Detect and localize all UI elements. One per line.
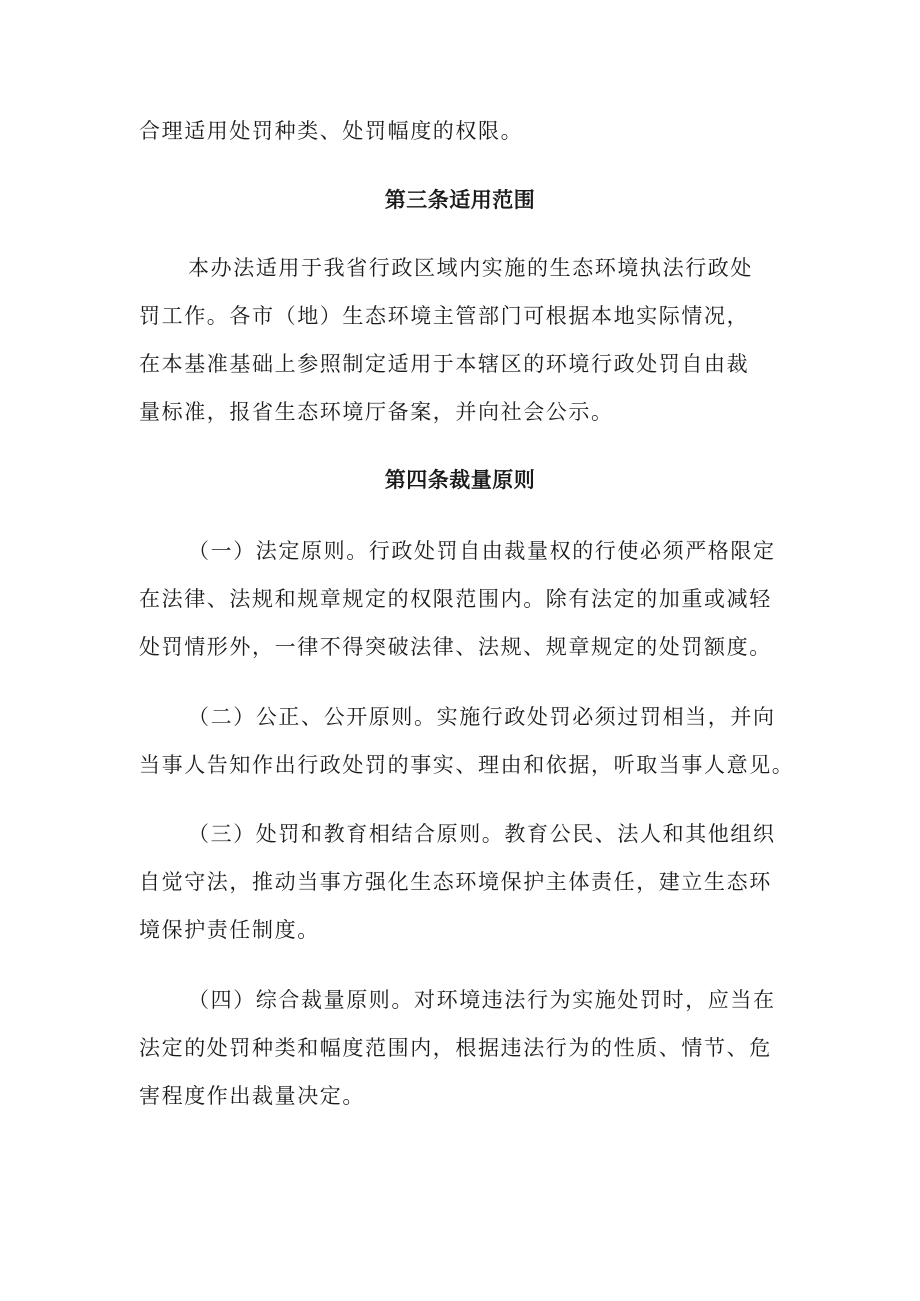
continuation-line: 合理适用处罚种类、处罚幅度的权限。 xyxy=(139,119,524,143)
principle-1-line: 在法律、法规和规章规定的权限范围内。除有法定的加重或减轻 xyxy=(139,587,772,611)
principle-3-line: （三）处罚和教育相结合原则。教育公民、法人和其他组织 xyxy=(188,822,776,846)
principle-1-line: （一）法定原则。行政处罚自由裁量权的行使必须严格限定 xyxy=(188,539,776,563)
article-3-paragraph-line: 量标准，报省生态环境厅备案，并向社会公示。 xyxy=(139,400,614,424)
principle-1-line: 处罚情形外，一律不得突破法律、法规、规章规定的处罚额度。 xyxy=(139,635,772,659)
principle-3-line: 自觉守法，推动当事方强化生态环境保护主体责任，建立生态环 xyxy=(139,870,772,894)
principle-2-line: 当事人告知作出行政处罚的事实、理由和依据，听取当事人意见。 xyxy=(139,753,795,777)
principle-2-line: （二）公正、公开原则。实施行政处罚必须过罚相当，并向 xyxy=(188,705,776,729)
article-3-paragraph-line: 罚工作。各市（地）生态环境主管部门可根据本地实际情况， xyxy=(139,304,750,328)
article-3-paragraph-line: 本办法适用于我省行政区域内实施的生态环境执法行政处 xyxy=(188,256,753,280)
principle-4-line: 害程度作出裁量决定。 xyxy=(139,1084,365,1108)
article-3-paragraph-line: 在本基准基础上参照制定适用于本辖区的环境行政处罚自由裁 xyxy=(139,352,750,376)
article-4-heading: 第四条裁量原则 xyxy=(384,468,536,492)
principle-4-line: （四）综合裁量原则。对环境违法行为实施处罚时，应当在 xyxy=(188,988,776,1012)
principle-4-line: 法定的处罚种类和幅度范围内，根据违法行为的性质、情节、危 xyxy=(139,1036,772,1060)
article-3-heading: 第三条适用范围 xyxy=(384,188,536,212)
principle-3-line: 境保护责任制度。 xyxy=(139,918,320,942)
